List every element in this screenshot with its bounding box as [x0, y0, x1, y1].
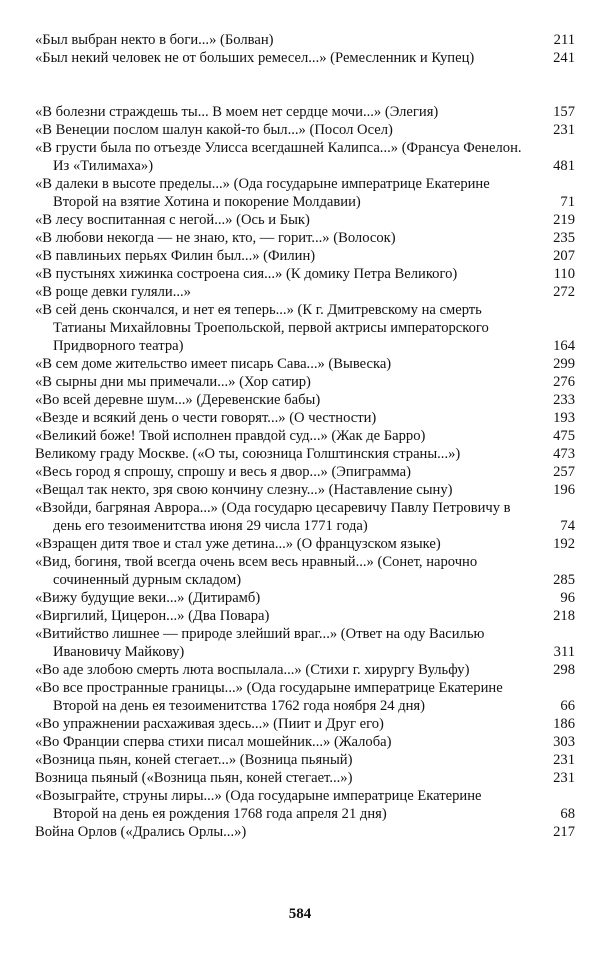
entry-page-number: 241 — [529, 49, 575, 67]
entry-page-number: 186 — [529, 715, 575, 733]
index-entry — [35, 49, 575, 67]
entry-page-number: 231 — [529, 751, 575, 769]
index-entry — [35, 427, 575, 445]
index-entry — [35, 139, 575, 175]
entry-page-number: 68 — [529, 805, 575, 823]
entry-page-number: 164 — [529, 337, 575, 355]
entry-page-number: 475 — [529, 427, 575, 445]
entry-page-number: 233 — [529, 391, 575, 409]
index-entry — [35, 499, 575, 535]
entry-title: «Взойди, багряная Аврора...» (Ода государю цесаревичу Павлу Петровичу в день его тезоименитства июня 29 числа 1771 года) — [35, 500, 511, 534]
entry-title: «Во аде злобою смерть люта воспылала...» (Стихи г. хирургу Вульфу) — [35, 662, 470, 678]
entry-title: «Витийство лишнее — природе злейший враг...» (Ответ на оду Василью Ивановичу Майкову) — [35, 626, 485, 660]
index-entry — [35, 121, 575, 139]
index-entry — [35, 553, 575, 589]
index-entry — [35, 661, 575, 679]
entry-page-number: 192 — [529, 535, 575, 553]
entry-page-number: 276 — [529, 373, 575, 391]
index-entry — [35, 355, 575, 373]
entry-page-number: 71 — [529, 193, 575, 211]
index-entry — [35, 823, 575, 841]
entry-title: «Во все пространные границы...» (Ода государыне императрице Екатерине Второй на день ея тезоименитства 1762 года ноября 24 дня) — [35, 680, 503, 714]
entry-title: «Во упражнении расхаживая здесь...» (Пиит и Друг его) — [35, 716, 384, 732]
index-entry — [35, 679, 575, 715]
entry-page-number: 193 — [529, 409, 575, 427]
index-entry — [35, 247, 575, 265]
entry-title: «Был некий человек не от больших ремесел...» (Ремесленник и Купец) — [35, 50, 475, 66]
entry-page-number: 481 — [529, 157, 575, 175]
entry-page-number: 66 — [529, 697, 575, 715]
index-entry — [35, 391, 575, 409]
entry-title: «В болезни страждешь ты... В моем нет сердце мочи...» (Элегия) — [35, 104, 439, 120]
entry-page-number: 303 — [529, 733, 575, 751]
entry-page-number: 231 — [529, 769, 575, 787]
index-entry — [35, 715, 575, 733]
index-entry — [35, 265, 575, 283]
entry-title: «В лесу воспитанная с негой...» (Ось и Бык) — [35, 212, 310, 228]
entry-title: «Возница пьян, коней стегает...» (Возница пьяный) — [35, 752, 353, 768]
index-group-bolvan — [35, 31, 575, 67]
index-entry — [35, 31, 575, 49]
entry-title: «В сей день скончался, и нет ея теперь...» (К г. Дмитревскому на смерть Татианы Михайловны Троепольской, первой актрисы императорского Придворного театра) — [35, 302, 489, 354]
entry-title: «Был выбран некто в боги...» (Болван) — [35, 32, 274, 48]
entry-page-number: 231 — [529, 121, 575, 139]
entry-page-number: 219 — [529, 211, 575, 229]
entry-page-number: 285 — [529, 571, 575, 589]
entry-title: «В пустынях хижинка состроена сия...» (К домику Петра Великого) — [35, 266, 458, 282]
index-entry — [35, 463, 575, 481]
index-group-v — [35, 103, 575, 841]
entry-page-number: 74 — [529, 517, 575, 535]
index-entry — [35, 211, 575, 229]
entry-title: «В грусти была по отъезде Улисса всегдашней Калипса...» (Франсуа Фенелон. Из «Тилимаха») — [35, 140, 522, 174]
entry-title: «В любови некогда — не знаю, кто, — горит...» (Волосок) — [35, 230, 396, 246]
entry-title: «Во Франции сперва стихи писал мошейник...» (Жалоба) — [35, 734, 392, 750]
entry-title: «Великий боже! Твой исполнен правдой суд...» (Жак де Барро) — [35, 428, 426, 444]
entry-title: Великому граду Москве. («О ты, союзница Голштинския страны...») — [35, 446, 461, 462]
index-entry — [35, 103, 575, 121]
entry-page-number: 96 — [529, 589, 575, 607]
entry-page-number: 311 — [529, 643, 575, 661]
index-entry — [35, 301, 575, 355]
entry-title: «Вижу будущие веки...» (Дитирамб) — [35, 590, 261, 606]
index-entry — [35, 535, 575, 553]
entry-title: «В сырны дни мы примечали...» (Хор сатир) — [35, 374, 311, 390]
entry-page-number: 473 — [529, 445, 575, 463]
index-entry — [35, 445, 575, 463]
entry-title: «Везде и всякий день о чести говорят...» (О честности) — [35, 410, 377, 426]
entry-title: «Во всей деревне шум...» (Деревенские бабы) — [35, 392, 321, 408]
entry-title: «Виргилий, Цицерон...» (Два Повара) — [35, 608, 270, 624]
entry-page-number: 207 — [529, 247, 575, 265]
entry-title: «Взращен дитя твое и стал уже детина...» (О французском языке) — [35, 536, 441, 552]
entry-title: «Весь город я спрошу, спрошу и весь я двор...» (Эпиграмма) — [35, 464, 412, 480]
entry-title: «В павлиньих перьях Филин был...» (Филин) — [35, 248, 316, 264]
index-entry — [35, 283, 575, 301]
index-entry — [35, 625, 575, 661]
entry-page-number: 110 — [529, 265, 575, 283]
entry-page-number: 272 — [529, 283, 575, 301]
entry-page-number: 298 — [529, 661, 575, 679]
entry-title: «Вещал так некто, зря свою кончину слезну...» (Наставление сыну) — [35, 482, 453, 498]
index-entry — [35, 481, 575, 499]
index-entry — [35, 229, 575, 247]
entry-title: Возница пьяный («Возница пьян, коней стегает...») — [35, 770, 353, 786]
index-entry — [35, 589, 575, 607]
page-number: 584 — [288, 906, 312, 922]
entry-title: «В сем доме жительство имеет писарь Сава...» (Вывеска) — [35, 356, 392, 372]
entry-title: Война Орлов («Дрались Орлы...») — [35, 824, 247, 840]
index-entry — [35, 175, 575, 211]
index-entry — [35, 607, 575, 625]
index-entry — [35, 751, 575, 769]
index-entry — [35, 373, 575, 391]
entry-title: «В роще девки гуляли...» — [35, 284, 191, 300]
index-entry — [35, 733, 575, 751]
entry-page-number: 299 — [529, 355, 575, 373]
entry-page-number: 211 — [529, 31, 575, 49]
entry-page-number: 235 — [529, 229, 575, 247]
index-entry — [35, 787, 575, 823]
entry-page-number: 218 — [529, 607, 575, 625]
entry-page-number: 217 — [529, 823, 575, 841]
entry-page-number: 257 — [529, 463, 575, 481]
entry-title: «Вид, богиня, твой всегда очень всем весь нравный...» (Сонет, нарочно сочиненный дурным складом) — [35, 554, 478, 588]
index-entry — [35, 769, 575, 787]
entry-page-number: 157 — [529, 103, 575, 121]
index-entry — [35, 409, 575, 427]
entry-title: «В Венеции послом шалун какой-то был...» (Посол Осел) — [35, 122, 393, 138]
entry-page-number: 196 — [529, 481, 575, 499]
entry-title: «Возыграйте, струны лиры...» (Ода государыне императрице Екатерине Второй на день ея рождения 1768 года апреля 21 дня) — [35, 788, 482, 822]
entry-title: «В далеки в высоте пределы...» (Ода государыне императрице Екатерине Второй на взятие Хотина и покорение Молдавии) — [35, 176, 490, 210]
